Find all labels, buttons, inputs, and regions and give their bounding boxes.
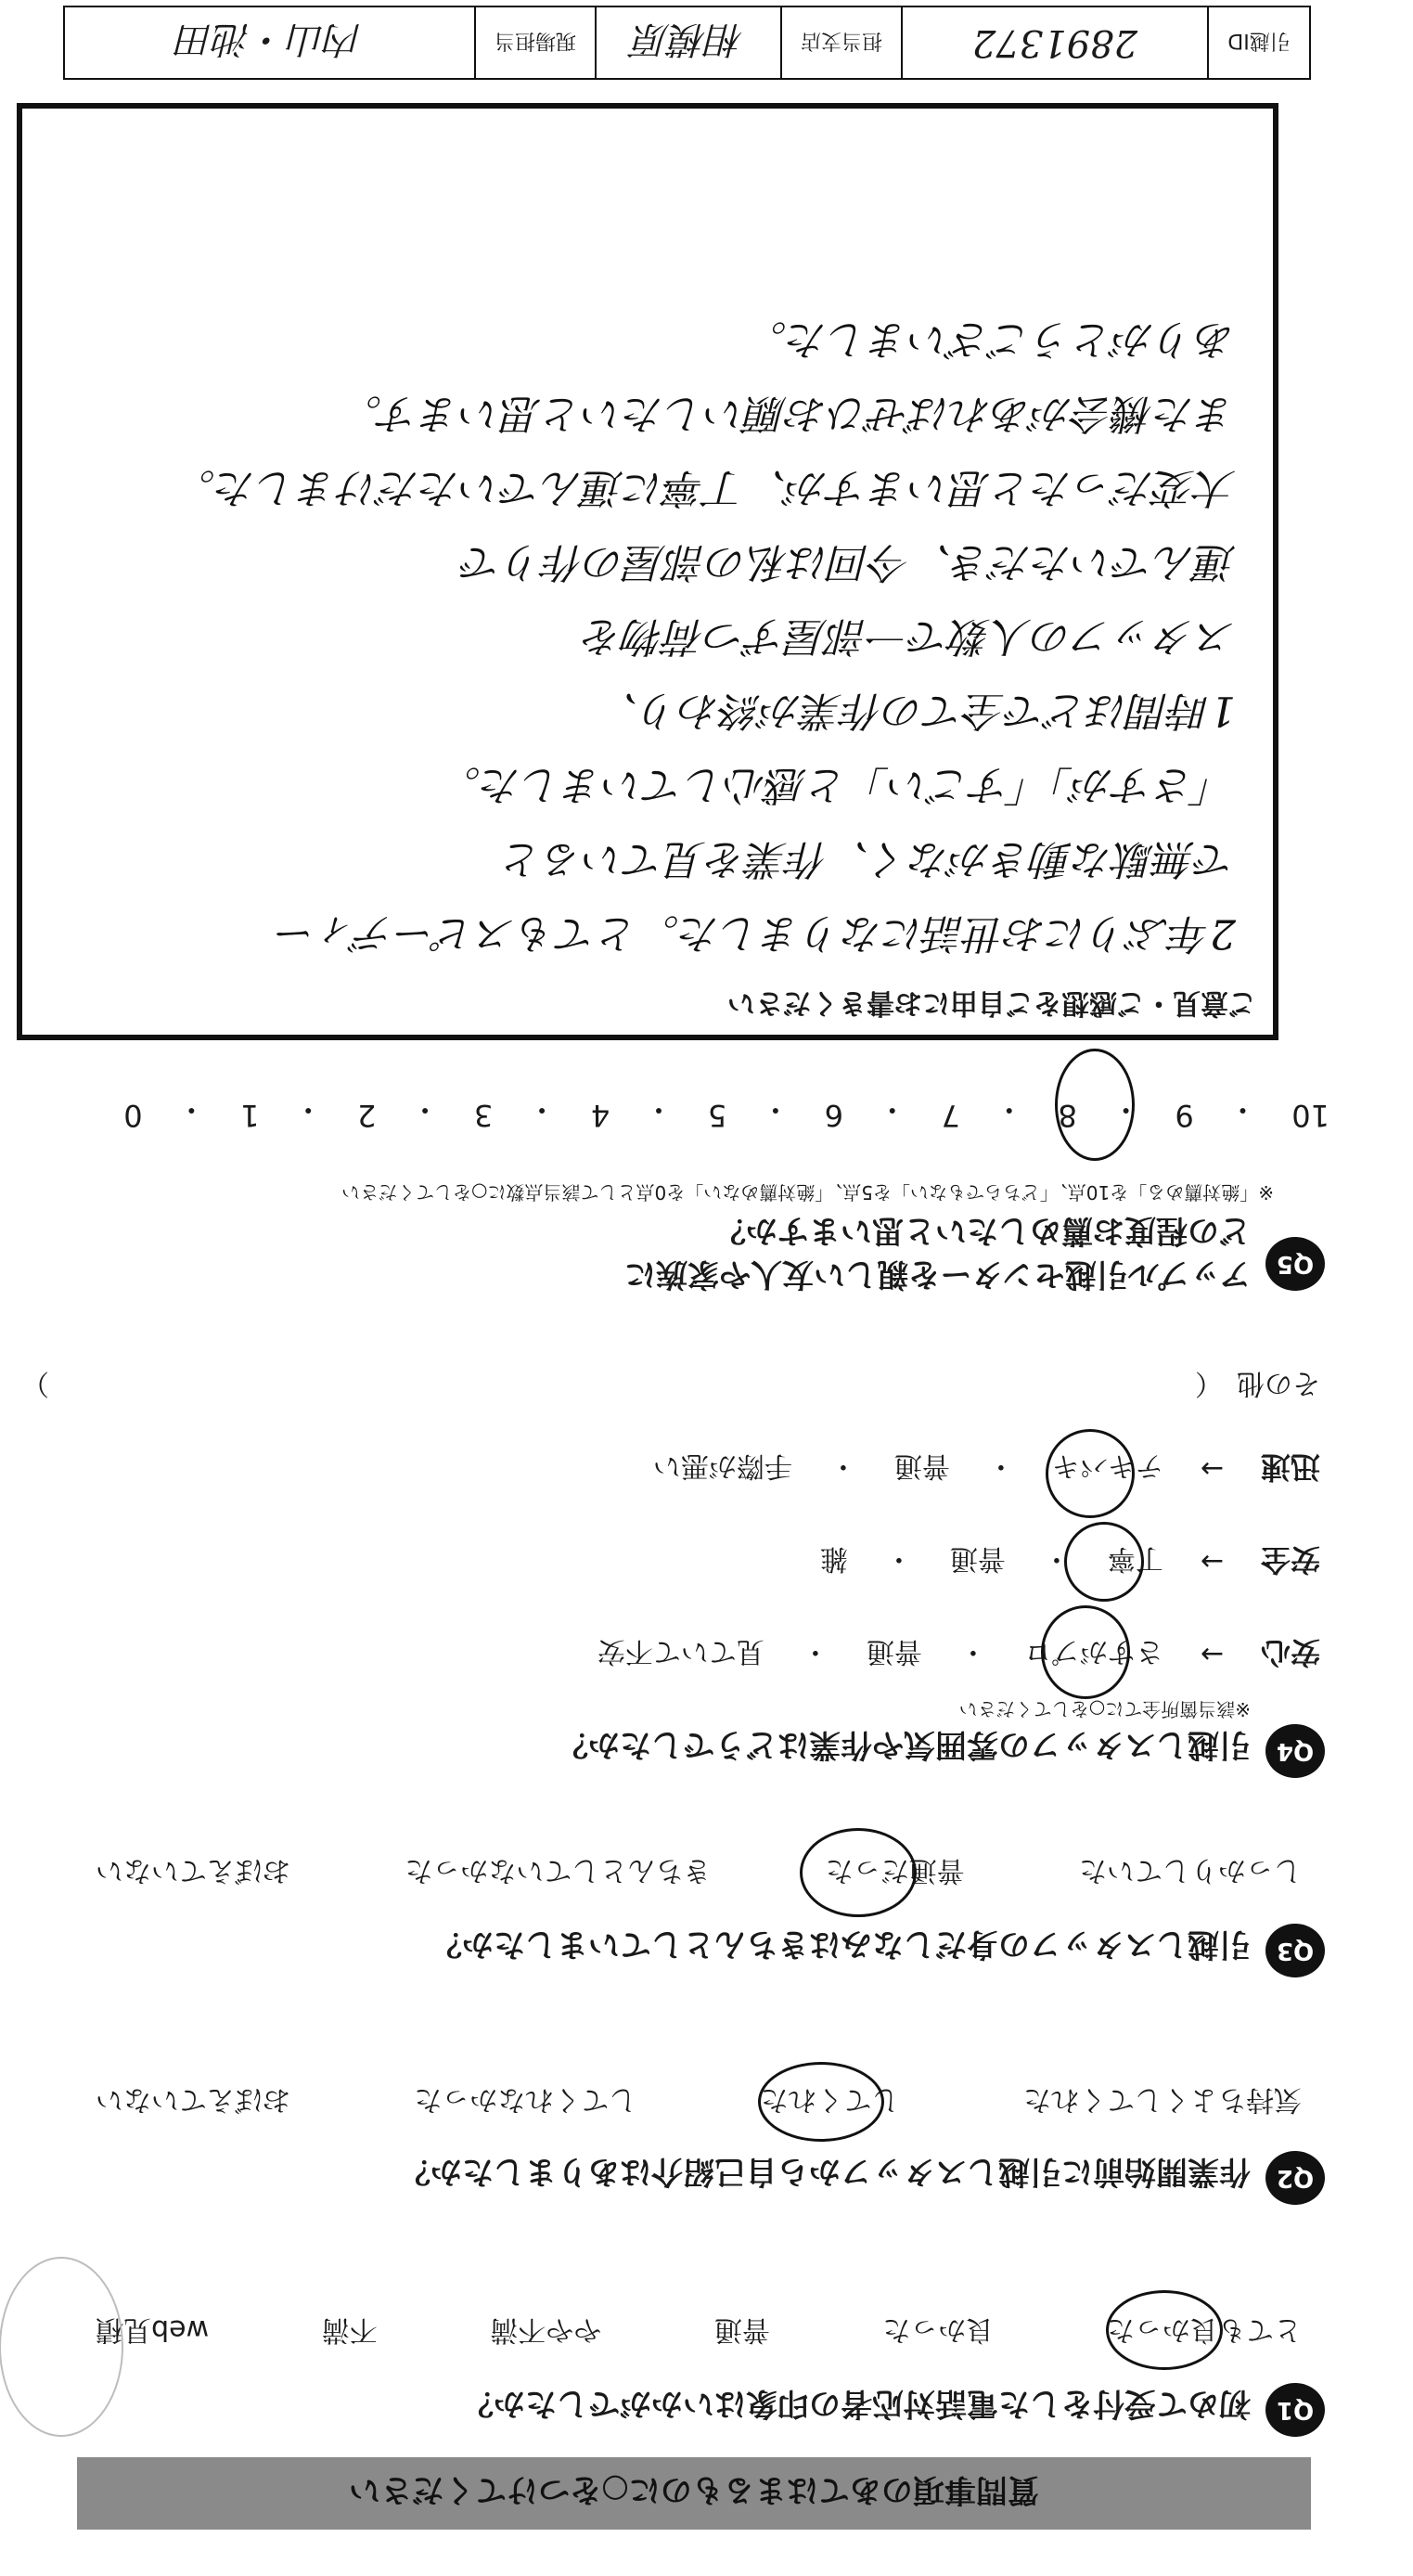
score-option[interactable]: 4: [590, 1098, 610, 1133]
q4-note: ※該当箇所全てに○をしてください: [958, 1698, 1251, 1720]
q1-badge: Q1: [1265, 2383, 1325, 2437]
q4-option[interactable]: 普通: [949, 1542, 1006, 1575]
q2-badge: Q2: [1265, 2151, 1325, 2205]
q5-badge: Q5: [1265, 1237, 1325, 1291]
score-option[interactable]: 10: [1291, 1098, 1330, 1133]
comment-heading: ご意見・ご感想をご自由にお書きください: [727, 986, 1256, 1019]
score-option[interactable]: 6: [824, 1098, 844, 1133]
q3-badge: Q3: [1265, 1924, 1325, 1977]
branch-value: 相模原: [595, 7, 780, 78]
comment-body: [58, 302, 1236, 970]
q4-other-label: その他 （: [1195, 1367, 1320, 1399]
q4-row-label: 迅速: [1260, 1449, 1320, 1485]
comment-line: 「さすが」「すごい」と感心していました。: [440, 761, 1236, 808]
comment-box: [17, 103, 1278, 1040]
q2-option[interactable]: おぼえていない: [96, 2083, 291, 2116]
q4-question: 引越しスタッフの雰囲気や作業はどうでしたか？: [557, 1726, 1251, 1763]
q1-option[interactable]: 不満: [321, 2313, 378, 2346]
q3-option[interactable]: 普通だった: [825, 1854, 965, 1887]
comment-line: ありがとうございました。: [746, 316, 1236, 363]
q3-option[interactable]: しっかりしていた: [1079, 1854, 1302, 1887]
instruction-bar: [77, 2457, 1311, 2530]
q1-option[interactable]: 普通: [713, 2313, 770, 2346]
score-option[interactable]: 8: [1058, 1098, 1077, 1133]
q2-options: [96, 2082, 1302, 2123]
arrow-right-icon: →: [1200, 1452, 1224, 1486]
q4-row-label: 安心: [1260, 1635, 1320, 1670]
id-label: 引越ID: [1207, 7, 1309, 78]
q5-question-line2: どの程度お薦めしたいと思いますか？: [714, 1212, 1251, 1249]
q4-row-anzen: 安全 → 丁寧 ・ 普通 ・ 雑: [253, 1540, 1320, 1583]
q3-options: [96, 1853, 1302, 1894]
q1-question: 初めて受付をした電話対応者の印象はいかがでしたか？: [462, 2385, 1251, 2422]
q2-option[interactable]: してくれた: [760, 2083, 900, 2116]
q4-option[interactable]: 見ていて不安: [597, 1635, 764, 1668]
score-option[interactable]: 7: [941, 1098, 960, 1133]
comment-line: また機会があればぜひお願いしたいと思います。: [340, 390, 1236, 437]
q4-row-jinsoku: 迅速 → テキパキ ・ 普通 ・ 手際が悪い: [253, 1448, 1320, 1490]
score-option[interactable]: 1: [240, 1098, 260, 1133]
comment-line: スタッフの人数で一部屋ずつ荷物を: [583, 612, 1236, 660]
q1-option[interactable]: とても良かった: [1107, 2313, 1302, 2346]
staff-value: 内山・池田: [176, 18, 363, 61]
score-option[interactable]: 9: [1175, 1098, 1194, 1133]
q1-option[interactable]: 良かった: [882, 2313, 995, 2346]
score-option[interactable]: 5: [707, 1098, 727, 1133]
q4-other-row: [21, 1366, 1320, 1407]
q3-option[interactable]: きちんとしていなかった: [405, 1854, 712, 1887]
instruction-text: 質問事項のあてはまるものに○をつけてください: [349, 2471, 1039, 2509]
comment-line: 2年ぶりにお世話になりました。とてもスピーディー: [276, 909, 1236, 957]
q4-option[interactable]: 丁寧: [1107, 1542, 1163, 1575]
staff-label: 現場担当: [474, 7, 595, 78]
q3-question: 引越しスタッフの身だしなみはきちんとしていましたか？: [430, 1926, 1251, 1963]
comment-line: 大変だったと思いますが、丁寧に運んでいただけました。: [174, 464, 1236, 511]
q5-note: ※「絶対薦める」を10点、「どちらでもない」を5点、「絶対薦めない」を0点として該当点数に○をしてください: [341, 1181, 1274, 1204]
q2-option[interactable]: 気持ちよくしてくれた: [1023, 2083, 1302, 2116]
q3-option[interactable]: おぼえていない: [96, 1854, 291, 1887]
arrow-right-icon: →: [1200, 1545, 1224, 1578]
q4-option[interactable]: 普通: [866, 1635, 922, 1668]
branch-label: 担当支店: [780, 7, 901, 78]
q4-row-label: 安全: [1260, 1542, 1320, 1578]
comment-line: 1時間ほどで全ての作業が終わり、: [597, 687, 1236, 734]
q4-option[interactable]: さすがプロ: [1023, 1635, 1163, 1668]
footer-info: [63, 6, 1311, 80]
q2-option[interactable]: してくれなかった: [414, 2083, 637, 2116]
q5-scale: 10 ・ 9 ・ 8 ・ 7 ・ 6 ・ 5 ・ 4 ・ 3 ・ 2 ・ 1 ・ 0: [123, 1092, 1330, 1133]
q1-option[interactable]: やや不満: [490, 2313, 602, 2346]
q4-other-close: ）: [21, 1367, 49, 1399]
q4-option[interactable]: テキパキ: [1051, 1449, 1163, 1482]
q4-row-anshin: 安心 → さすがプロ ・ 普通 ・ 見ていて不安: [253, 1633, 1320, 1676]
q1-option[interactable]: web見積: [96, 2313, 210, 2346]
q4-option[interactable]: 普通: [893, 1449, 950, 1482]
q2-question: 作業開始前に引越しスタッフから自己紹介はありましたか？: [399, 2153, 1251, 2190]
q4-option[interactable]: 雑: [819, 1542, 848, 1575]
score-option[interactable]: 0: [123, 1098, 143, 1133]
q1-options: [96, 2312, 1302, 2353]
id-value: 2891372: [901, 7, 1207, 78]
comment-line: で無駄な動きがなく、作業を見ていると: [501, 835, 1236, 882]
score-option[interactable]: 3: [473, 1098, 494, 1133]
arrow-right-icon: →: [1200, 1638, 1224, 1671]
comment-line: 運んでいただき、今回は私の部屋の作りで: [461, 538, 1236, 586]
q4-badge: Q4: [1265, 1724, 1325, 1778]
q5-question-line1: アップル引越センターを親しい友人や家族に: [624, 1256, 1251, 1293]
score-option[interactable]: 2: [357, 1098, 377, 1133]
q4-option[interactable]: 手際が悪い: [652, 1449, 792, 1482]
